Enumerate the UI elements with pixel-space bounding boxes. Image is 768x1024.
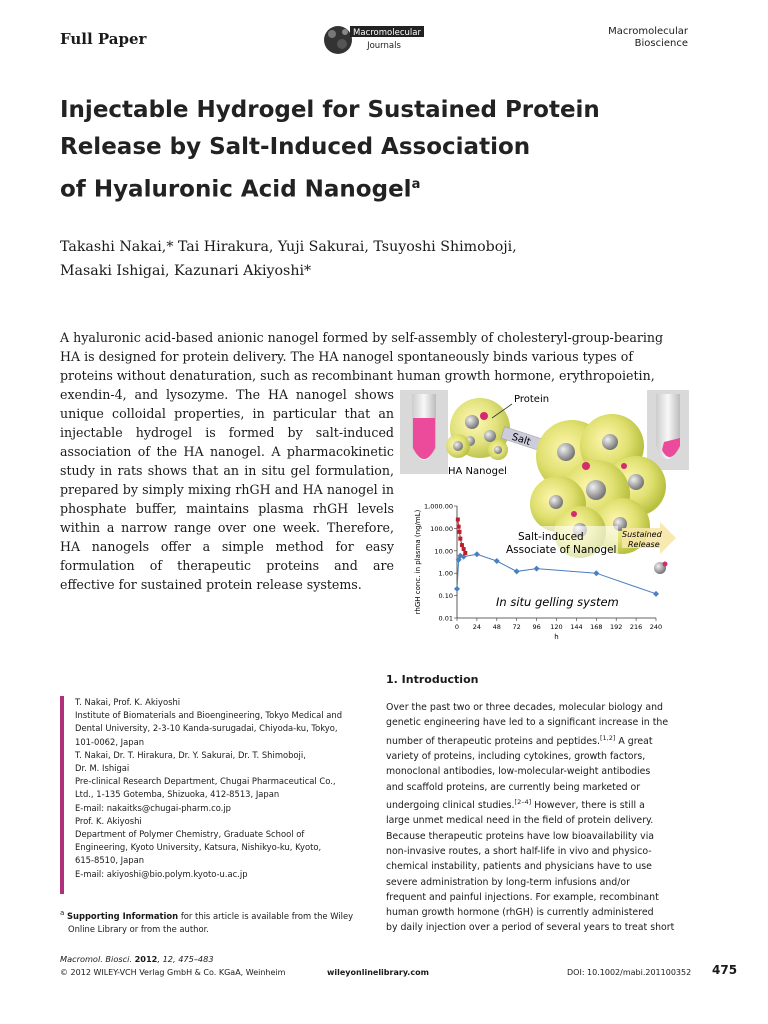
intro-line: number of therapeutic proteins and peptides.[1,2] A great	[386, 733, 653, 747]
label-sustained-2: Release	[628, 540, 660, 549]
abstract-line1: A hyaluronic acid-based anionic nanogel formed by self-assembly of cholesteryl-group-bearing	[60, 330, 664, 345]
y-tick-label: 1.00	[438, 569, 453, 578]
footer-website-link[interactable]: wileyonlinelibrary.com	[327, 968, 429, 977]
affiliation-line: Ltd., 1-135 Gotemba, Shizuoka, 412-8513, Japan	[75, 789, 280, 800]
ha-nanogel-icon	[446, 398, 510, 460]
data-point	[462, 547, 466, 551]
data-point	[458, 537, 462, 541]
supp-mark: a	[60, 909, 65, 917]
journal-logo-icon	[318, 14, 430, 64]
citation-ref[interactable]: [1,2]	[600, 733, 616, 742]
affiliation-line: Institute of Biomaterials and Bioengineering, Tokyo Medical and	[75, 710, 343, 721]
x-tick-label: 168	[590, 623, 603, 631]
affiliation-line: E-mail: nakaitks@chugai-pharm.co.jp	[75, 802, 231, 813]
title-line2: Release by Salt-Induced Association	[60, 134, 531, 160]
data-point	[456, 517, 460, 521]
affiliation-line: 615-8510, Japan	[75, 855, 145, 866]
section-heading-introduction: 1. Introduction	[386, 673, 479, 686]
title-line1: Injectable Hydrogel for Sustained Protein	[60, 97, 600, 123]
affiliation-line: T. Nakai, Prof. K. Akiyoshi	[75, 697, 181, 707]
affiliation-line: Pre-clinical Research Department, Chugai Pharmaceutical Co.,	[75, 776, 336, 787]
x-tick-label: 0	[454, 623, 460, 631]
journal-name	[608, 26, 688, 50]
affiliation-line: Prof. K. Akiyoshi	[75, 815, 142, 826]
x-tick-label: 24	[472, 623, 482, 631]
author-list	[60, 235, 700, 283]
intro-line: Over the past two or three decades, molecular biology and	[386, 702, 663, 713]
data-point	[457, 530, 461, 534]
affiliation-line: Engineering, Kyoto University, Katsura, Nishikyo-ku, Kyoto,	[75, 842, 322, 853]
y-tick-label: 100.00	[430, 524, 453, 533]
paper-title	[60, 92, 680, 209]
data-point	[514, 568, 520, 574]
label-sustained-1: Sustained	[622, 530, 662, 539]
intro-line: genetic engineering have led to a significant increase in the	[386, 717, 669, 729]
journal-name-line2: Bioscience	[634, 38, 688, 49]
introduction-text	[386, 700, 713, 936]
label-salt: Salt	[510, 431, 532, 449]
intro-line: undergoing clinical studies.[2–4] However, there is still a	[386, 797, 645, 812]
y-tick-label: 0.10	[438, 592, 453, 601]
intro-line: and scaffold proteins, are currently being marketed or	[386, 781, 641, 793]
title-line3: of Hyaluronic Acid Nanogel	[60, 176, 412, 203]
label-associate-2: Associate of Nanogel	[506, 544, 617, 556]
y-tick-label: 0.01	[438, 614, 453, 623]
title-footnote-mark: a	[411, 177, 421, 192]
data-point	[474, 551, 480, 557]
y-tick-label: 10.00	[434, 547, 453, 556]
journal-name-line1: Macromolecular	[608, 26, 688, 37]
intro-line: severe administration by long-term infusions and/or	[386, 876, 630, 888]
footer-copyright: © 2012 WILEY-VCH Verlag GmbH & Co. KGaA, Weinheim	[60, 968, 286, 977]
series-line	[457, 554, 656, 594]
vial-right-icon	[647, 390, 689, 470]
y-axis-label: rhGH conc. in plasma (ng/mL)	[414, 509, 422, 615]
footer-journal: Macromol. Biosci.	[60, 954, 132, 964]
affiliation-line: 101-0062, Japan	[75, 736, 145, 747]
abstract-line2: HA is designed for protein delivery. The HA nanogel spontaneously binds various types of	[60, 349, 633, 364]
x-tick-label: 120	[550, 623, 563, 631]
data-point	[454, 586, 460, 592]
affiliation-line: Department of Polymer Chemistry, Graduate School of	[75, 829, 305, 840]
x-tick-label: 144	[570, 623, 583, 631]
affiliation-line: Dental University, 2-3-10 Kanda-surugadai, Chiyoda-ku, Tokyo,	[75, 723, 338, 734]
affiliation-line: T. Nakai, Dr. T. Hirakura, Dr. Y. Sakurai, Dr. T. Shimoboji,	[75, 749, 306, 760]
logo-text-2: Journals	[367, 41, 401, 51]
x-tick-label: 72	[512, 623, 521, 631]
supporting-info-note	[60, 907, 372, 936]
vial-left-icon	[400, 390, 448, 474]
label-in-situ: In situ gelling system	[496, 595, 619, 609]
data-point	[457, 525, 461, 529]
intro-line: by daily injection over a period of several years to treat short	[386, 922, 675, 934]
data-point	[460, 543, 464, 547]
x-tick-label: 216	[629, 623, 643, 631]
data-point	[593, 570, 599, 576]
data-point	[534, 566, 540, 572]
article-type: Full Paper	[60, 30, 147, 48]
x-tick-label: 192	[609, 623, 623, 631]
affiliation-line: Dr. M. Ishigai	[75, 763, 130, 774]
authors-line1: Takashi Nakai,* Tai Hirakura, Yuji Sakurai, Tsuyoshi Shimoboji,	[60, 239, 517, 255]
x-tick-label: 240	[649, 623, 663, 631]
intro-line: human growth hormone (rhGH) is currently administered	[386, 907, 654, 919]
graphical-abstract	[400, 386, 710, 646]
citation-ref[interactable]: [2–4]	[514, 797, 532, 806]
page-number: 475	[712, 963, 738, 977]
y-tick-label: 1,000.00	[424, 502, 453, 511]
intro-line: large unmet medical need in the field of protein delivery.	[386, 815, 654, 827]
x-axis-label: h	[554, 633, 559, 641]
journal-logo	[318, 14, 430, 64]
supp-line2: Online Library or from the author.	[68, 923, 209, 934]
supp-bold: Supporting Information	[66, 910, 179, 921]
x-tick-label: 48	[492, 623, 501, 631]
footer-year: 2012	[134, 954, 158, 964]
footer-volume: , 12, 475–483	[157, 954, 214, 964]
abstract-line3: proteins without denaturation, such as recombinant human growth hormone, erythropoietin,	[60, 368, 655, 383]
intro-line: variety of proteins, including cytokines, growth factors,	[386, 751, 646, 763]
intro-line: chemical instability, patients and physicians have to use	[386, 861, 652, 873]
label-ha-nanogel: HA Nanogel	[448, 466, 507, 477]
data-point	[653, 591, 659, 597]
footer-citation	[60, 954, 214, 964]
abstract-column: exendin-4, and lysozyme. The HA nanogel shows unique colloidal properties, in particular that an injectable hydrogel is formed by salt-induced association of the HA nanogel. A pharmacokinetic study in rats shows that an in situ gel formulation, prepared by simply mixing rhGH and HA nanogel in phosphate buffer, maintains plasma rhGH levels within a narrow range over one week. Therefore, HA nanogels offer a simple method for easy formulation of therapeutic proteins and are effective for sustained protein release systems.	[60, 387, 394, 592]
affiliations-box	[60, 696, 370, 894]
abstract-full-width	[60, 328, 705, 385]
data-point	[463, 551, 467, 555]
intro-line: monoclonal antibodies, low-molecular-weight antibodies	[386, 766, 651, 778]
intro-line: non-invasive routes, a short half-life in vivo and physico-	[386, 845, 652, 857]
label-protein: Protein	[514, 394, 550, 405]
authors-line2: Masaki Ishigai, Kazunari Akiyoshi*	[60, 263, 312, 279]
supp-rest: for this article is available from the Wiley	[178, 910, 354, 921]
footer-doi[interactable]: DOI: 10.1002/mabi.201100352	[567, 968, 692, 977]
intro-line: Because therapeutic proteins have low bioavailability via	[386, 830, 655, 842]
label-associate-1: Salt-induced	[518, 531, 584, 543]
x-tick-label: 96	[532, 623, 541, 631]
intro-line: frequent and painful injections. For example, recombinant	[386, 891, 659, 903]
logo-text-1: Macromolecular	[353, 28, 421, 38]
affiliation-line: E-mail: akiyoshi@bio.polym.kyoto-u.ac.jp	[75, 868, 248, 879]
